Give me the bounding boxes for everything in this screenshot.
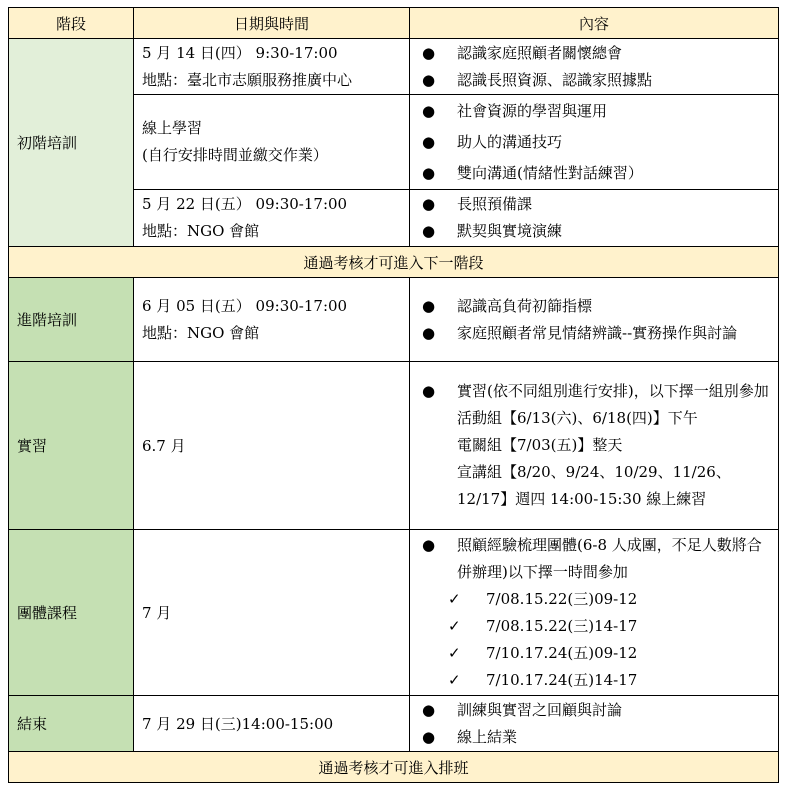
content-cell <box>410 696 779 752</box>
check-icon: ✓ <box>448 643 461 662</box>
datetime-cell: 6.7 月 <box>134 362 410 530</box>
check-item: ✓ 7/08.15.22(三)09-12 <box>418 586 770 613</box>
datetime-cell <box>134 95 410 190</box>
list-item: ● 雙向溝通(情緒性對話練習） <box>418 158 770 189</box>
table-row <box>9 247 779 278</box>
content-cell <box>410 362 779 530</box>
content-cell <box>410 530 779 696</box>
stage-cell: 進階培訓 <box>9 278 134 362</box>
stage-cell: 初階培訓 <box>9 39 134 247</box>
datetime-cell <box>134 278 410 362</box>
list-item: ● 訓練與實習之回顧與討論 <box>418 697 770 724</box>
bullet-icon: ● <box>422 323 436 342</box>
place-text: (自行安排時間並繳交作業） <box>142 146 328 164</box>
list-item: ● 助人的溝通技巧 <box>418 127 770 158</box>
notice-banner: 通過考核才可進入排班 <box>9 752 779 783</box>
bullet-icon: ● <box>422 132 436 151</box>
stage-cell: 結束 <box>9 696 134 752</box>
table-row <box>9 278 779 362</box>
schedule-table <box>8 7 779 783</box>
table-row <box>9 39 779 95</box>
stage-cell: 團體課程 <box>9 530 134 696</box>
bullet-icon: ● <box>422 101 436 120</box>
bullet-icon: ● <box>422 163 436 182</box>
content-cell <box>410 278 779 362</box>
check-icon: ✓ <box>448 670 461 689</box>
header-datetime: 日期與時間 <box>134 8 410 39</box>
list-item: ● 實習(依不同組別進行安排)，以下擇一組別參加 <box>418 378 770 405</box>
check-item: ✓ 7/10.17.24(五)09-12 <box>418 640 770 667</box>
practice-line: 活動組【6/13(六)、6/18(四)】下午 <box>457 409 698 427</box>
datetime-cell: 7 月 29 日(三)14:00-15:00 <box>134 696 410 752</box>
bullet-icon: ● <box>422 382 436 400</box>
list-item: ● 家庭照顧者常見情緒辨識--實務操作與討論 <box>418 320 770 347</box>
bullet-icon: ● <box>422 195 436 213</box>
check-icon: ✓ <box>448 589 461 608</box>
practice-line: 電關組【7/03(五)】整天 <box>457 436 623 454</box>
practice-line: 宣講組【8/20、9/24、10/29、11/26、12/17】週四 14:00-15:30 線上練習 <box>457 463 731 508</box>
header-row <box>9 8 779 39</box>
table-row <box>9 362 779 530</box>
list-item: ● 認識高負荷初篩指標 <box>418 293 770 320</box>
header-content: 內容 <box>410 8 779 39</box>
notice-banner: 通過考核才可進入下一階段 <box>9 247 779 278</box>
bullet-icon: ● <box>422 535 436 554</box>
stage-cell: 實習 <box>9 362 134 530</box>
place-text: 地點：NGO 會館 <box>142 222 260 240</box>
check-item: ✓ 7/08.15.22(三)14-17 <box>418 613 770 640</box>
list-item: ● 默契與實境演練 <box>418 218 770 245</box>
content-cell <box>410 95 779 190</box>
check-icon: ✓ <box>448 616 461 635</box>
place-text: 地點：NGO 會館 <box>142 323 260 342</box>
check-item: ✓ 7/10.17.24(五)14-17 <box>418 667 770 694</box>
list-item: ● 線上結業 <box>418 724 770 751</box>
table-row <box>9 696 779 752</box>
datetime-cell: 7 月 <box>134 530 410 696</box>
list-item: ● 長照預備課 <box>418 191 770 218</box>
bullet-icon: ● <box>422 700 436 719</box>
list-item: ● 照顧經驗梳理團體(6-8 人成團，不足人數將合併辦理)以下擇一時間參加 <box>418 532 770 586</box>
table-row <box>9 752 779 783</box>
bullet-icon: ● <box>422 222 436 240</box>
list-item: ● 認識家庭照顧者關懷總會 <box>418 40 770 67</box>
place-text: 地點：臺北市志願服務推廣中心 <box>142 70 353 89</box>
bullet-icon: ● <box>422 727 436 746</box>
datetime-cell <box>134 39 410 95</box>
content-cell <box>410 39 779 95</box>
bullet-icon: ● <box>422 43 436 62</box>
date-text: 5 月 14 日(四） 9:30-17:00 <box>142 43 338 62</box>
bullet-icon: ● <box>422 296 436 315</box>
list-item: ● 認識長照資源、認識家照據點 <box>418 67 770 94</box>
date-text: 5 月 22 日(五） 09:30-17:00 <box>142 195 348 213</box>
list-item: ● 社會資源的學習與運用 <box>418 96 770 127</box>
table-row <box>9 530 779 696</box>
header-stage: 階段 <box>9 8 134 39</box>
bullet-icon: ● <box>422 70 436 89</box>
datetime-cell <box>134 190 410 247</box>
content-cell <box>410 190 779 247</box>
date-text: 線上學習 <box>142 119 203 137</box>
date-text: 6 月 05 日(五） 09:30-17:00 <box>142 296 348 315</box>
